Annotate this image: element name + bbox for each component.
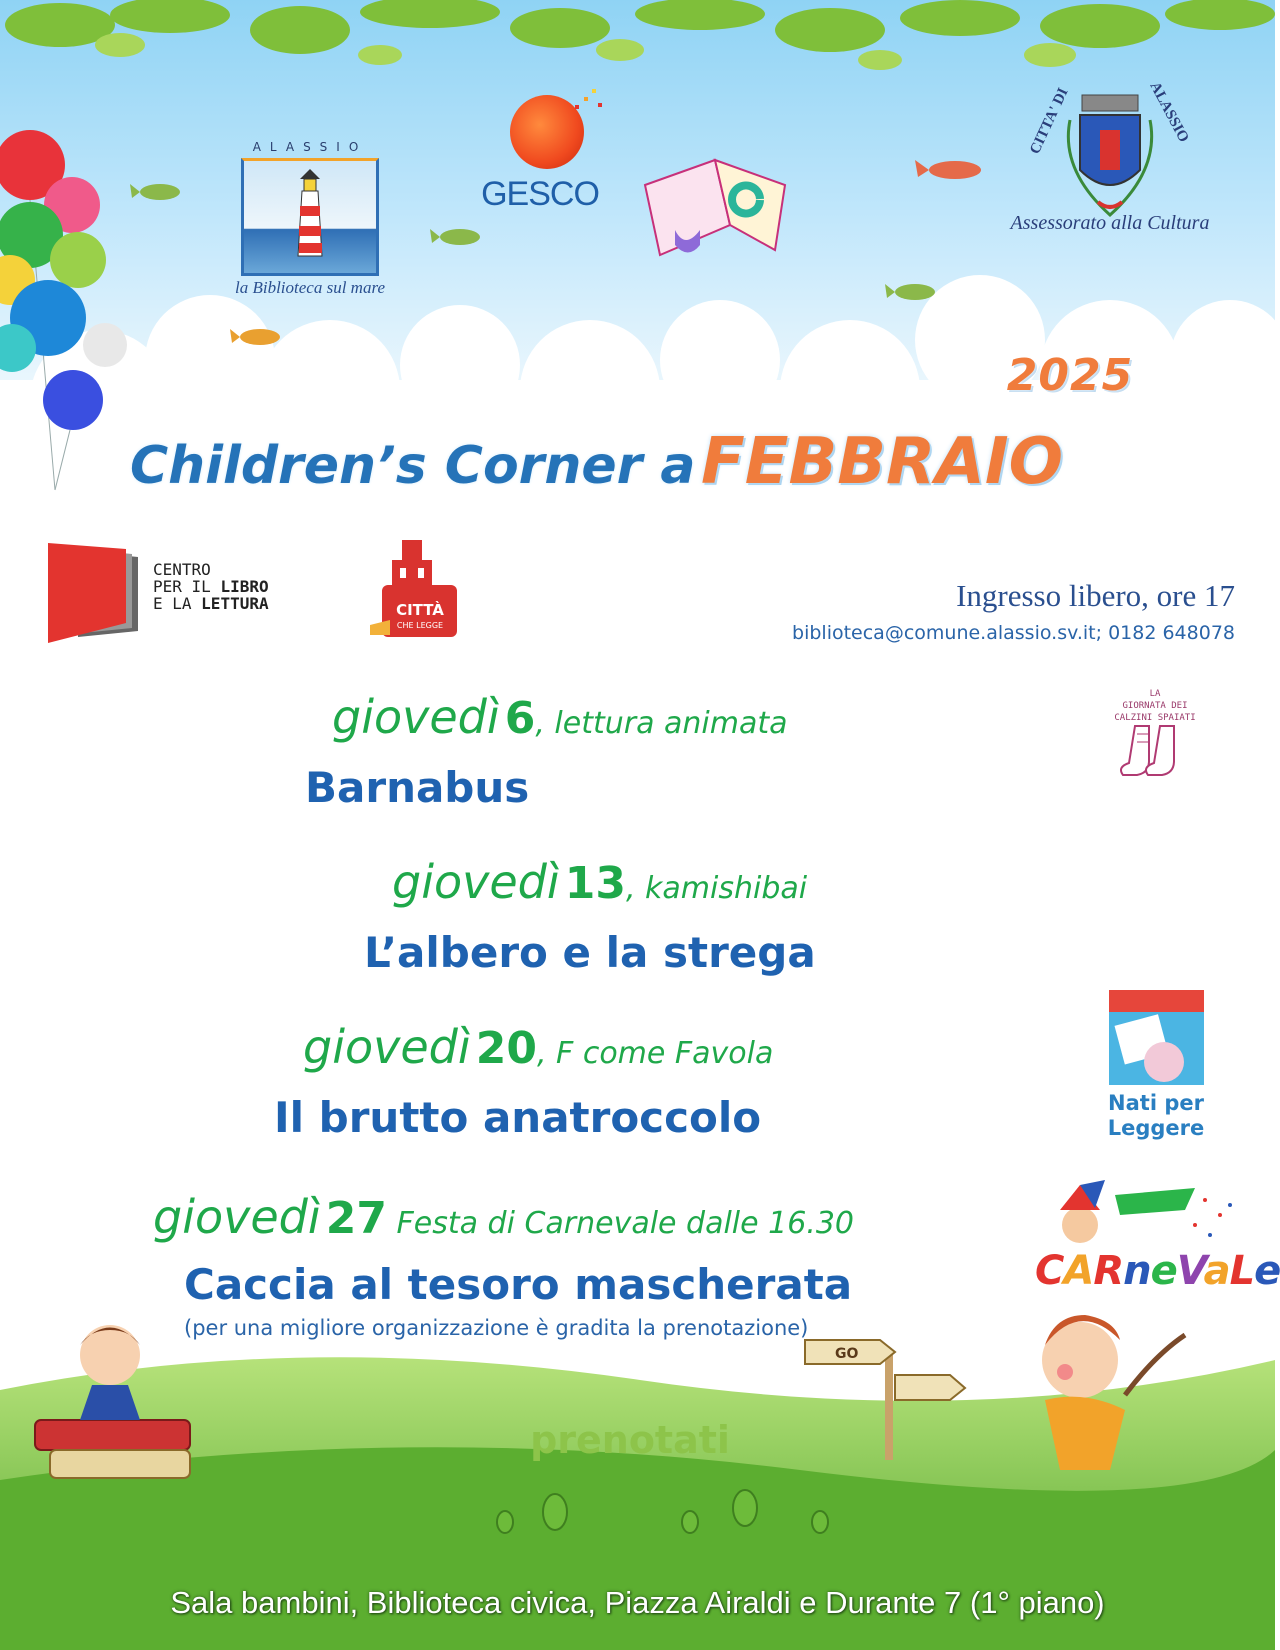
reservation-note: (per una migliore organizzazione è gradita la prenotazione) xyxy=(184,1316,809,1340)
entry-info: Ingresso libero, ore 17 xyxy=(956,578,1235,613)
coat-of-arms-icon xyxy=(1060,90,1160,220)
svg-text:CITTA' DI: CITTA' DI xyxy=(1027,85,1072,157)
event-date: giovedì 13, kamishibai xyxy=(392,855,808,909)
event-date: giovedì 27 Festa di Carnevale dalle 16.30 xyxy=(153,1190,855,1244)
socks-icon xyxy=(1115,724,1195,784)
reservation-label: prenotati xyxy=(530,1418,730,1462)
bird-icon xyxy=(885,270,945,310)
event-title: Barnabus xyxy=(305,763,530,812)
event-title: Caccia al tesoro mascherata xyxy=(184,1260,853,1309)
reading-child-icon xyxy=(1109,990,1204,1085)
gesco-wordmark: GESCO xyxy=(481,175,599,213)
book-stack-icon xyxy=(48,543,143,643)
lighthouse-icon xyxy=(241,158,379,276)
dots-icon xyxy=(570,85,610,125)
logo-tagline: la Biblioteca sul mare xyxy=(235,278,385,297)
event-title: Il brutto anatroccolo xyxy=(274,1093,762,1142)
event-date: giovedì 6, lettura animata xyxy=(332,690,788,744)
carnevale-wordmark: CARneVaLe xyxy=(1035,1248,1280,1294)
balloons-decoration xyxy=(0,130,130,510)
info-block xyxy=(715,578,1235,644)
svg-text:GO: GO xyxy=(835,1346,859,1362)
year-label: 2025 xyxy=(1006,350,1134,401)
bird-icon xyxy=(130,170,190,210)
assessorato-caption: Assessorato alla Cultura xyxy=(1010,212,1210,234)
bird-icon xyxy=(915,145,995,190)
open-books-icon xyxy=(635,155,805,265)
svg-text:CHE LEGGE: CHE LEGGE xyxy=(396,621,444,630)
citta-di-alassio-logo xyxy=(1010,60,1210,250)
page-title xyxy=(130,425,1150,499)
svg-text:ALASSIO: ALASSIO xyxy=(1146,79,1192,146)
event-date: giovedì 20, F come Favola xyxy=(303,1020,774,1074)
calzini-spaiati-logo: LA GIORNATA DEI CALZINI SPAIATI xyxy=(1110,688,1200,803)
logo-top-text: ALASSIO xyxy=(252,140,368,154)
biblioteca-sul-mare-logo xyxy=(225,140,395,300)
citta-che-legge-logo xyxy=(370,540,470,645)
gesco-logo xyxy=(470,95,610,225)
bird-icon xyxy=(230,315,290,355)
event-title: L’albero e la strega xyxy=(364,928,816,977)
contact-info: biblioteca@comune.alassio.sv.it; 0182 648078 xyxy=(792,622,1235,644)
svg-text:CITTÀ: CITTÀ xyxy=(396,601,444,619)
title-main: Children’s Corner a xyxy=(130,436,696,496)
carnevale-logo xyxy=(1035,1180,1280,1310)
title-month: FEBBRAIO xyxy=(701,425,1064,499)
venue-address: Sala bambini, Biblioteca civica, Piazza Airaldi e Durante 7 (1° piano) xyxy=(170,1585,1105,1620)
cepell-logo xyxy=(48,543,308,643)
cepell-text: CENTRO PER IL LIBRO E LA LETTURA xyxy=(153,560,269,613)
nati-per-leggere-logo: Nati per Leggere xyxy=(1107,990,1205,1145)
